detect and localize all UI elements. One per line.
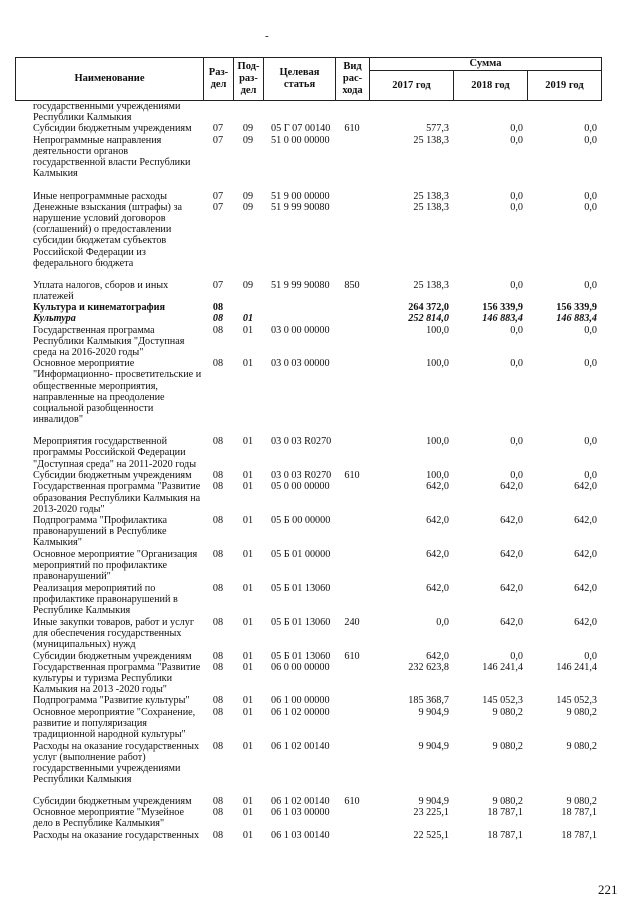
row-cel-statya	[263, 302, 335, 313]
header-year-2018: 2018 год	[454, 71, 528, 101]
row-cel-statya: 06 1 02 00140	[271, 795, 330, 807]
row-sum-2017: 185 368,7	[408, 695, 449, 707]
row-vid-rashoda: 850	[344, 279, 360, 291]
row-vid-rashoda	[335, 325, 369, 359]
row-name: Основное мероприятие "Организация мероприятий по профилактике правонарушений"	[33, 549, 198, 583]
row-name: Государственная программа "Развитие культуры и туризма Республики Калмыкия на 2013 -2020 годы"	[33, 661, 201, 696]
row-sum-2018: 0,0	[510, 134, 523, 146]
row-razdel: 08	[212, 549, 224, 561]
row-cel-statya: 03 0 03 R0270	[271, 436, 332, 448]
row-razdel	[203, 101, 233, 123]
row-name: Реализация мероприятий по профилактике правонарушений в Республике Калмыкия	[33, 583, 178, 617]
row-sum-2018: 146 883,4	[482, 313, 523, 325]
row-vid-rashoda	[335, 583, 369, 617]
row-cel-statya: 06 1 03 00140	[271, 829, 330, 841]
row-podrazdel: 01	[242, 661, 254, 673]
table-row	[15, 436, 601, 470]
row-razdel: 08	[212, 706, 224, 718]
row-vid-rashoda	[335, 135, 369, 191]
table-row	[15, 325, 601, 359]
row-name: Расходы на оказание государственных услуг (выполнение работ) государственными учреждениями Республики Калмыкия	[33, 740, 200, 786]
row-sum-2017: 100,0	[426, 436, 449, 448]
row-vid-rashoda	[335, 302, 369, 313]
row-sum-2019: 0,0	[584, 470, 597, 482]
row-sum-2019: 642,0	[574, 515, 597, 527]
row-cel-statya: 51 0 00 00000	[271, 134, 330, 146]
row-podrazdel: 01	[242, 650, 254, 662]
row-name: Подпрограмма "Развитие культуры"	[33, 695, 190, 707]
row-razdel: 08	[212, 650, 224, 662]
row-sum-2017: 264 372,0	[408, 302, 449, 314]
row-name: государственными учреждениями Республики Калмыкия	[33, 101, 181, 124]
row-name: Основное мероприятие "Сохранение, развитие и популяризация традиционной народной культуры"	[33, 706, 196, 741]
row-sum-2019: 9 080,2	[566, 706, 597, 718]
row-vid-rashoda: 610	[344, 795, 360, 807]
row-vid-rashoda	[335, 481, 369, 515]
row-podrazdel: 01	[242, 515, 254, 527]
row-razdel: 08	[212, 515, 224, 527]
row-vid-rashoda	[335, 191, 369, 202]
row-name: Государственная программа Республики Калмыкия "Доступная среда на 2016-2020 годы"	[33, 324, 185, 359]
row-sum-2018: 0,0	[510, 190, 523, 202]
row-name: Уплата налогов, сборов и иных платежей	[33, 279, 169, 303]
row-sum-2018: 156 339,9	[482, 302, 523, 314]
row-podrazdel	[233, 101, 263, 123]
row-sum-2019: 0,0	[584, 279, 597, 291]
row-podrazdel: 01	[242, 829, 254, 841]
row-sum-2017: 100,0	[426, 470, 449, 482]
row-vid-rashoda: 610	[344, 650, 360, 662]
row-name: Субсидии бюджетным учреждениям	[33, 123, 192, 135]
row-vid-rashoda	[335, 436, 369, 470]
row-sum-2018: 18 787,1	[487, 829, 523, 841]
table-row	[15, 583, 601, 617]
header-cel-statya: Целевая статья	[264, 58, 336, 101]
row-podrazdel: 01	[242, 481, 254, 493]
row-sum-2019: 0,0	[584, 324, 597, 336]
row-cel-statya: 05 Б 01 13060	[271, 583, 331, 595]
row-razdel: 08	[212, 470, 224, 482]
table-row	[15, 191, 601, 202]
row-vid-rashoda: 610	[344, 470, 360, 482]
row-cel-statya: 06 1 00 00000	[271, 695, 330, 707]
header-podrazdel: Под-раз-дел	[234, 58, 264, 101]
table-row	[15, 807, 601, 830]
row-podrazdel: 09	[242, 190, 254, 202]
table-row	[15, 549, 601, 583]
table-row	[15, 470, 601, 481]
row-razdel: 08	[212, 829, 224, 841]
row-razdel: 08	[212, 695, 224, 707]
row-name: Иные закупки товаров, работ и услуг для обеспечения государственных (муниципальных) нужд	[33, 617, 194, 651]
budget-table	[15, 101, 601, 845]
row-razdel: 08	[212, 583, 224, 595]
row-sum-2019: 642,0	[574, 549, 597, 561]
row-sum-2019: 0,0	[584, 134, 597, 146]
row-podrazdel: 01	[242, 617, 254, 629]
row-cel-statya: 03 0 00 00000	[271, 324, 330, 336]
row-cel-statya	[263, 313, 335, 324]
header-year-2017: 2017 год	[370, 71, 454, 101]
row-sum-2018: 145 052,3	[482, 695, 523, 707]
row-podrazdel: 01	[242, 806, 254, 818]
row-razdel: 08	[212, 740, 224, 752]
row-sum-2018: 0,0	[510, 201, 523, 213]
table-row	[15, 662, 601, 696]
row-sum-2018: 642,0	[500, 481, 523, 493]
row-razdel: 08	[212, 302, 224, 314]
header-vid-rashoda: Вид рас-хода	[336, 58, 370, 101]
row-sum-2017: 642,0	[426, 650, 449, 662]
table-row	[15, 617, 601, 651]
row-cel-statya: 51 9 00 00000	[271, 190, 330, 202]
row-sum-2017: 232 623,8	[408, 661, 449, 673]
row-razdel: 08	[212, 436, 224, 448]
table-row	[15, 796, 601, 807]
row-sum-2017: 252 814,0	[408, 313, 449, 325]
row-sum-2019: 0,0	[584, 650, 597, 662]
row-razdel: 07	[212, 134, 224, 146]
row-vid-rashoda	[335, 695, 369, 706]
row-podrazdel: 09	[242, 123, 254, 135]
table-row	[15, 280, 601, 302]
row-vid-rashoda	[335, 101, 369, 123]
row-podrazdel: 09	[242, 134, 254, 146]
row-razdel: 08	[212, 795, 224, 807]
row-sum-2017: 0,0	[436, 617, 449, 629]
table-row	[15, 707, 601, 741]
table-row	[15, 202, 601, 280]
row-vid-rashoda	[335, 202, 369, 280]
row-name: Субсидии бюджетным учреждениям	[33, 470, 192, 482]
row-cel-statya: 51 9 99 90080	[271, 201, 330, 213]
table-row	[15, 135, 601, 191]
row-razdel: 08	[212, 313, 224, 325]
row-sum-2018: 0,0	[510, 436, 523, 448]
row-razdel: 08	[212, 481, 224, 493]
row-cel-statya: 05 Б 00 00000	[271, 515, 331, 527]
row-name: Культура и кинематография	[33, 302, 165, 314]
row-podrazdel: 01	[242, 358, 254, 370]
row-name: Государственная программа "Развитие образования Республики Калмыкия на 2013-2020 годы"	[33, 481, 201, 515]
row-sum-2018: 146 241,4	[482, 661, 523, 673]
row-podrazdel: 09	[242, 201, 254, 213]
row-podrazdel: 01	[242, 324, 254, 336]
row-vid-rashoda: 240	[344, 617, 360, 629]
row-sum-2019: 642,0	[574, 617, 597, 629]
row-cel-statya: 06 1 02 00000	[271, 706, 330, 718]
row-cel-statya: 05 0 00 00000	[271, 481, 330, 493]
row-sum-2019: 18 787,1	[561, 829, 597, 841]
row-name: Основное мероприятие "Музейное дело в Республике Калмыкия"	[33, 806, 185, 830]
row-sum-2017: 9 904,9	[418, 740, 449, 752]
header-razdel: Раз-дел	[204, 58, 234, 101]
row-sum-2017: 642,0	[426, 583, 449, 595]
row-cel-statya: 06 1 03 00000	[271, 806, 330, 818]
row-sum-2017: 22 525,1	[413, 829, 449, 841]
row-razdel: 08	[212, 358, 224, 370]
table-row	[15, 695, 601, 706]
row-name: Расходы на оказание государственных	[33, 829, 200, 841]
row-sum-2019: 0,0	[584, 123, 597, 135]
row-sum-2017: 25 138,3	[413, 279, 449, 291]
row-podrazdel: 01	[242, 583, 254, 595]
row-sum-2018: 642,0	[500, 617, 523, 629]
row-sum-2019: 156 339,9	[556, 302, 597, 314]
row-cel-statya: 03 0 03 R0270	[271, 470, 332, 482]
row-sum-2017: 642,0	[426, 515, 449, 527]
row-sum-2018: 642,0	[500, 583, 523, 595]
row-vid-rashoda	[335, 662, 369, 696]
row-podrazdel	[233, 302, 263, 313]
row-name: Субсидии бюджетным учреждениям	[33, 795, 192, 807]
row-podrazdel: 01	[242, 313, 254, 325]
table-header	[15, 57, 602, 101]
row-vid-rashoda	[335, 741, 369, 796]
row-name: Мероприятия государственной программы Российской Федерации "Доступная среда" на 2011-2020 годы	[33, 436, 197, 470]
row-razdel: 07	[212, 201, 224, 213]
row-sum-2019: 0,0	[584, 190, 597, 202]
row-sum-2017: 9 904,9	[418, 795, 449, 807]
row-sum-2019: 146 241,4	[556, 661, 597, 673]
table-row	[15, 830, 601, 845]
row-sum-2017: 577,3	[426, 123, 449, 135]
table-row	[15, 101, 601, 123]
row-cel-statya: 06 1 02 00140	[271, 740, 330, 752]
row-cel-statya: 05 Б 01 13060	[271, 650, 331, 662]
row-razdel: 08	[212, 661, 224, 673]
row-sum-2017: 100,0	[426, 324, 449, 336]
row-cel-statya: 05 Г 07 00140	[271, 123, 331, 135]
row-sum-2019: 0,0	[584, 201, 597, 213]
row-sum-2018: 0,0	[510, 358, 523, 370]
row-cel-statya: 05 Б 01 13060	[271, 617, 331, 629]
row-sum-2019: 9 080,2	[566, 795, 597, 807]
row-podrazdel: 01	[242, 695, 254, 707]
row-razdel: 08	[212, 324, 224, 336]
row-sum-2017: 23 225,1	[413, 806, 449, 818]
row-sum-2018: 0,0	[510, 650, 523, 662]
row-razdel: 08	[212, 806, 224, 818]
top-mark: -	[265, 30, 269, 42]
row-vid-rashoda	[335, 707, 369, 741]
row-sum-2019: 0,0	[584, 358, 597, 370]
row-vid-rashoda: 610	[344, 123, 360, 135]
row-vid-rashoda	[335, 313, 369, 324]
row-sum-2019: 18 787,1	[561, 806, 597, 818]
row-name: Основное мероприятие "Информационно- просветительские и общественные мероприятия, направленные на преодоление социальной разобщенности инвалидов"	[33, 358, 202, 426]
row-sum-2017: 642,0	[426, 481, 449, 493]
row-vid-rashoda	[335, 515, 369, 549]
header-summa: Сумма	[370, 58, 602, 71]
row-sum-2019: 642,0	[574, 481, 597, 493]
row-sum-2019: 9 080,2	[566, 740, 597, 752]
table-row	[15, 651, 601, 662]
row-vid-rashoda	[335, 549, 369, 583]
header-name: Наименование	[16, 58, 204, 101]
row-name: Денежные взыскания (штрафы) за нарушение условий договоров (соглашений) о предоставлении субсидии бюджетам субъектов Российской Федерации из федерального бюджета	[33, 201, 182, 269]
row-podrazdel: 09	[242, 279, 254, 291]
row-sum-2018: 18 787,1	[487, 806, 523, 818]
row-sum-2019: 642,0	[574, 583, 597, 595]
page-number: 221	[598, 882, 618, 897]
row-name: Подпрограмма "Профилактика правонарушений в Республике Калмыкия"	[33, 515, 168, 549]
row-sum-2018	[453, 101, 527, 123]
row-razdel: 07	[212, 279, 224, 291]
row-podrazdel: 01	[242, 549, 254, 561]
row-podrazdel: 01	[242, 795, 254, 807]
row-cel-statya: 03 0 03 00000	[271, 358, 330, 370]
table-row	[15, 515, 601, 549]
row-sum-2017: 642,0	[426, 549, 449, 561]
row-sum-2017: 9 904,9	[418, 706, 449, 718]
row-sum-2018: 0,0	[510, 470, 523, 482]
row-razdel: 07	[212, 190, 224, 202]
budget-table-body	[15, 101, 601, 845]
table-row	[15, 481, 601, 515]
row-sum-2017: 25 138,3	[413, 134, 449, 146]
row-vid-rashoda	[335, 358, 369, 436]
row-sum-2019: 146 883,4	[556, 313, 597, 325]
table-row	[15, 741, 601, 796]
row-sum-2017: 100,0	[426, 358, 449, 370]
row-sum-2017	[369, 101, 453, 123]
table-row	[15, 313, 601, 324]
row-sum-2018: 0,0	[510, 324, 523, 336]
row-sum-2019: 145 052,3	[556, 695, 597, 707]
row-podrazdel: 01	[242, 740, 254, 752]
row-name: Субсидии бюджетным учреждениям	[33, 650, 192, 662]
row-podrazdel: 01	[242, 436, 254, 448]
row-cel-statya: 51 9 99 90080	[271, 279, 330, 291]
row-sum-2018: 9 080,2	[492, 740, 523, 752]
row-podrazdel: 01	[242, 470, 254, 482]
header-year-2019: 2019 год	[528, 71, 602, 101]
row-razdel: 07	[212, 123, 224, 135]
row-cel-statya	[263, 101, 335, 123]
row-sum-2018: 642,0	[500, 515, 523, 527]
row-sum-2017: 25 138,3	[413, 190, 449, 202]
row-vid-rashoda	[335, 807, 369, 830]
row-razdel: 08	[212, 617, 224, 629]
row-sum-2018: 0,0	[510, 123, 523, 135]
row-name: Иные непрограммные расходы	[33, 190, 167, 202]
table-row	[15, 358, 601, 436]
row-name: Культура	[33, 313, 76, 325]
row-sum-2019	[527, 101, 601, 123]
row-sum-2018: 642,0	[500, 549, 523, 561]
table-row	[15, 302, 601, 313]
row-podrazdel: 01	[242, 706, 254, 718]
row-cel-statya: 06 0 00 00000	[271, 661, 330, 673]
row-sum-2018: 0,0	[510, 279, 523, 291]
row-vid-rashoda	[335, 830, 369, 845]
row-sum-2018: 9 080,2	[492, 706, 523, 718]
table-row	[15, 123, 601, 134]
row-sum-2017: 25 138,3	[413, 201, 449, 213]
row-sum-2019: 0,0	[584, 436, 597, 448]
row-sum-2018: 9 080,2	[492, 795, 523, 807]
row-cel-statya: 05 Б 01 00000	[271, 549, 331, 561]
row-name: Непрограммные направления деятельности органов государственной власти Республики Калмыкия	[33, 134, 191, 180]
